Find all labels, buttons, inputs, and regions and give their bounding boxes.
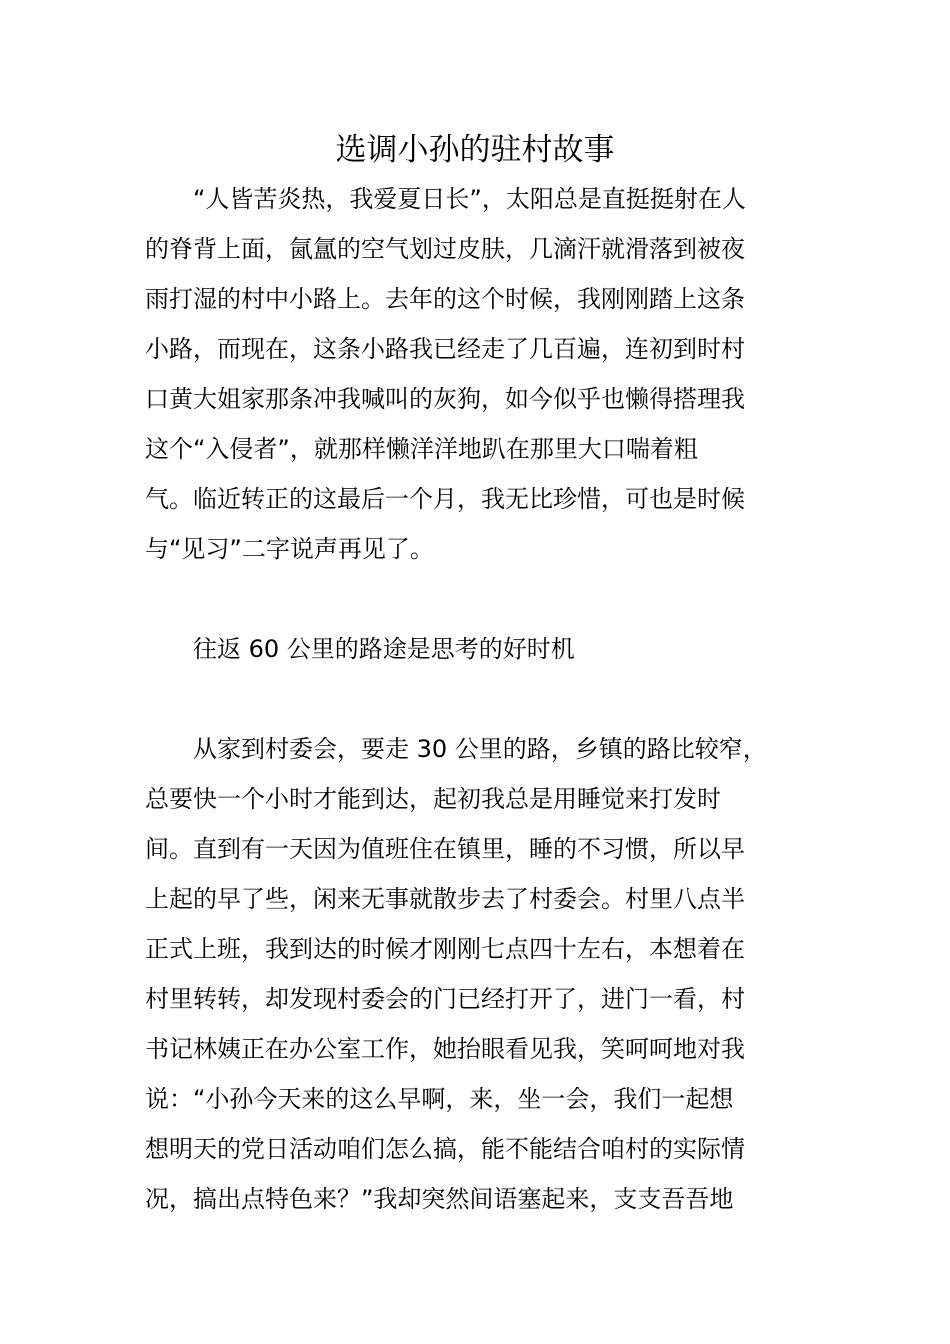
paragraph-2-line: 况，搞出点特色来？”我却突然间语塞起来，支支吾吾地 — [145, 1185, 734, 1213]
document-title: 选调小孙的驻村故事 — [335, 132, 615, 168]
paragraph-2-line: 正式上班，我到达的时候才刚刚七点四十左右，本想着在 — [145, 935, 745, 963]
paragraph-2-line: 说：“小孙今天来的这么早啊，来，坐一会，我们一起想 — [145, 1085, 734, 1113]
paragraph-1-line: 气。临近转正的这最后一个月，我无比珍惜，可也是时候 — [145, 485, 745, 513]
paragraph-1-line: 的脊背上面，氤氲的空气划过皮肤，几滴汗就滑落到被夜 — [145, 235, 745, 263]
paragraph-2-line: 书记林姨正在办公室工作，她抬眼看见我，笑呵呵地对我 — [145, 1035, 745, 1063]
paragraph-2-line: 间。直到有一天因为值班住在镇里，睡的不习惯，所以早 — [145, 835, 745, 863]
paragraph-1-line: 小路，而现在，这条小路我已经走了几百遍，连初到时村 — [145, 335, 745, 363]
paragraph-1-line: 这个“入侵者”，就那样懒洋洋地趴在那里大口喘着粗 — [145, 435, 698, 463]
paragraph-2-line: 总要快一个小时才能到达，起初我总是用睡觉来打发时 — [145, 785, 721, 813]
paragraph-1-line: “人皆苦炎热，我爱夏日长”，太阳总是直挺挺射在人 — [193, 185, 746, 213]
section-subheading: 往返 60 公里的路途是思考的好时机 — [193, 635, 575, 663]
paragraph-1-line: 口黄大姐家那条冲我喊叫的灰狗，如今似乎也懒得搭理我 — [145, 385, 745, 413]
paragraph-2-line: 村里转转，却发现村委会的门已经打开了，进门一看，村 — [145, 985, 745, 1013]
paragraph-1-line: 雨打湿的村中小路上。去年的这个时候，我刚刚踏上这条 — [145, 285, 745, 313]
paragraph-2-line: 从家到村委会，要走 30 公里的路，乡镇的路比较窄， — [193, 735, 767, 763]
paragraph-1-line: 与“见习”二字说声再见了。 — [145, 535, 434, 563]
paragraph-2-line: 上起的早了些，闲来无事就散步去了村委会。村里八点半 — [145, 885, 745, 913]
paragraph-2-line: 想明天的党日活动咱们怎么搞，能不能结合咱村的实际情 — [145, 1135, 745, 1163]
